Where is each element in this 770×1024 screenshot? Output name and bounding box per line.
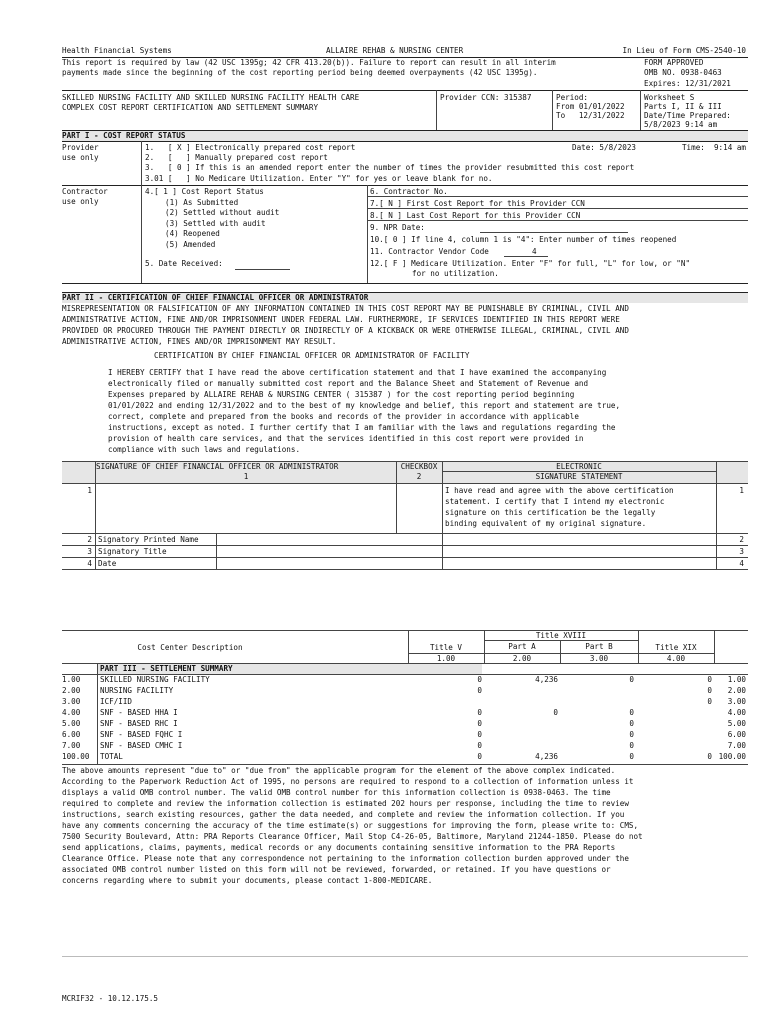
electronic-report-line: 1. [ X ] Electronically prepared cost report: [145, 143, 356, 152]
form-number: In Lieu of Form CMS-2540-10: [622, 46, 746, 55]
no-medicare-line: 3.01 [ ] No Medicare Utilization. Enter "Y" for yes or leave blank for no.: [145, 174, 493, 183]
rule: [62, 630, 748, 631]
part-b-amount: 0: [629, 730, 634, 739]
rule: [62, 956, 748, 957]
signature-statement: I have read and agree with the above certification: [445, 486, 674, 495]
notice-line: instructions, search existing resources, gather the data needed, and complete and review the information collection. If you: [62, 810, 625, 819]
medicare-utilization: 12.[ F ] Medicare Utilization. Enter "F" for full, "L" for low, or "N": [370, 259, 691, 268]
rule: [62, 545, 748, 546]
signature-statement: binding equivalent of my original signature.: [445, 519, 647, 528]
cost-center-name: TOTAL: [100, 752, 123, 761]
notice-line: required to complete and review the information collection is estimated 202 hours per response, including the time to review: [62, 799, 629, 808]
signature-statement: statement. I certify that I intend my electronic: [445, 497, 665, 506]
part3-title: PART III - SETTLEMENT SUMMARY: [100, 664, 233, 673]
certification-text: 01/01/2022 and ending 12/31/2022 and to the best of my knowledge and belief, this report and statement are true,: [108, 401, 621, 410]
provider-use-label: Provider: [62, 143, 99, 152]
electronic-column-header: ELECTRONIC: [556, 462, 602, 471]
divider: [640, 90, 641, 130]
title-xviii-header: Title XVIII: [535, 631, 587, 640]
period-from: From 01/01/2022: [556, 102, 625, 111]
cost-report-status: 4.[ 1 ] Cost Report Status: [145, 187, 264, 196]
prepared-date: Date: 5/8/2023: [572, 143, 637, 152]
status-option: (5) Amended: [165, 240, 216, 249]
title-xix-amount: 0: [707, 752, 712, 761]
signatory-title-label: Signatory Title: [98, 547, 167, 556]
rule: [368, 196, 748, 197]
rule: [62, 533, 748, 534]
legal-notice-line: payments made since the beginning of the cost reporting period being deemed overpayments (42 USC 1395g).: [62, 68, 538, 77]
form-code: MCRIF32 - 10.12.175.5: [62, 994, 159, 1003]
period-label: Period:: [556, 93, 589, 102]
signature-column-header: SIGNATURE OF CHIEF FINANCIAL OFFICER OR ADMINISTRATOR: [96, 462, 339, 471]
rule: [62, 557, 748, 558]
org-name: Health Financial Systems: [62, 46, 172, 55]
certification-text: instructions, except as noted. I further certify that I am familiar with the laws and regulations regarding the: [108, 423, 616, 432]
notice-line: Clearance Office. Please note that any correspondence not pertaining to the information collection burden approved under the: [62, 854, 629, 863]
provider-use-label: use only: [62, 153, 99, 162]
title-v-header: Title V: [429, 643, 462, 652]
title-v-amount: 0: [477, 719, 482, 728]
part-b-amount: 0: [629, 741, 634, 750]
last-cost-report: 8.[ N ] Last Cost Report for this Provider CCN: [370, 211, 581, 220]
notice-line: The above amounts represent "due to" or "due from" the applicable program for the element of the above complex indicated.: [62, 766, 616, 775]
divider: [367, 185, 368, 283]
cost-center-name: SNF - BASED CMHC I: [100, 741, 183, 750]
cost-center-name: SNF - BASED RHC I: [100, 719, 178, 728]
column-number: 4.00: [666, 654, 686, 663]
vendor-code-label: 11. Contractor Vendor Code: [370, 247, 489, 256]
first-cost-report: 7.[ N ] First Cost Report for this Provider CCN: [370, 199, 585, 208]
line-number: 3.00: [62, 697, 81, 706]
line-number: 7.00: [727, 741, 746, 750]
title-xix-amount: 0: [707, 675, 712, 684]
contractor-number: 6. Contractor No.: [370, 187, 448, 196]
divider: [95, 461, 96, 569]
line-number: 4.00: [727, 708, 746, 717]
line-number: 7.00: [62, 741, 81, 750]
divider: [97, 663, 98, 764]
title-xix-header: Title XIX: [655, 643, 697, 652]
rule: [62, 283, 748, 284]
divider: [141, 141, 142, 185]
line-number: 100.00: [62, 752, 90, 761]
title-xix-amount: 0: [707, 686, 712, 695]
omb-number: OMB NO. 0938-0463: [644, 68, 722, 77]
column-number: 2.00: [512, 654, 532, 663]
rule: [62, 569, 748, 570]
rule: [368, 220, 748, 221]
part-b-header: Part B: [585, 642, 613, 651]
rule: [484, 640, 638, 641]
line-number: 2.00: [62, 686, 81, 695]
part-b-amount: 0: [629, 708, 634, 717]
amended-report-line: 3. [ 0 ] If this is an amended report enter the number of times the provider resubmitted this cost report: [145, 163, 635, 172]
certification-text: provision of health care services, and that the services identified in this cost report were provided in: [108, 434, 584, 443]
line-number: 5.00: [727, 719, 746, 728]
certification-text: I HEREBY CERTIFY that I have read the above certification statement and that I have examined the accompanying: [108, 368, 607, 377]
divider: [552, 90, 553, 130]
rule: [442, 471, 716, 472]
status-option: (3) Settled with audit: [165, 219, 266, 228]
row-number: 1: [87, 486, 92, 495]
column-number: 1: [243, 472, 249, 481]
provider-ccn: Provider CCN: 315387: [440, 93, 532, 102]
notice-line: associated OMB control number listed on this form will not be reviewed, forwarded, or retained. If you have questions or: [62, 865, 611, 874]
line-number: 1.00: [62, 675, 81, 684]
title-v-amount: 0: [477, 708, 482, 717]
contractor-use-label: use only: [62, 197, 99, 206]
legal-notice-line: This report is required by law (42 USC 1395g; 42 CFR 413.20(b)). Failure to report can result in all interim: [62, 58, 556, 67]
certification-text: electronically filed or manually submitted cost report and the Balance Sheet and Statement of Revenue and: [108, 379, 589, 388]
cost-center-name: SKILLED NURSING FACILITY: [100, 675, 210, 684]
line-number: 4.00: [62, 708, 81, 717]
divider: [442, 461, 443, 569]
checkbox-column-header: CHECKBOX: [400, 462, 438, 471]
vendor-code-field: [504, 256, 548, 257]
contractor-use-label: Contractor: [62, 187, 108, 196]
prepared-time: Time: 9:14 am: [681, 143, 746, 152]
date-label: Date: [98, 559, 117, 568]
row-number: 2: [87, 535, 92, 544]
title-v-amount: 0: [477, 686, 482, 695]
line-number: 3.00: [727, 697, 746, 706]
worksheet-id: Worksheet S: [644, 93, 695, 102]
line-number: 5.00: [62, 719, 81, 728]
cost-center-name: SNF - BASED HHA I: [100, 708, 178, 717]
row-number: 1: [739, 486, 744, 495]
row-number: 3: [739, 547, 744, 556]
notice-line: concerns regarding where to submit your documents, please contact 1-800-MEDICARE.: [62, 876, 433, 885]
column-number: 2: [416, 472, 422, 481]
report-title: SKILLED NURSING FACILITY AND SKILLED NURSING FACILITY HEALTH CARE: [62, 93, 360, 102]
rule: [368, 208, 748, 209]
divider: [216, 533, 217, 569]
certification-heading: CERTIFICATION BY CHIEF FINANCIAL OFFICER OR ADMINISTRATOR OF FACILITY: [154, 351, 470, 360]
title-v-amount: 0: [477, 752, 482, 761]
medicare-utilization: for no utilization.: [412, 269, 499, 278]
part-a-amount: 0: [553, 708, 558, 717]
rule: [62, 90, 748, 91]
divider: [436, 90, 437, 130]
status-option: (1) As Submitted: [165, 198, 239, 207]
status-option: (2) Settled without audit: [165, 208, 280, 217]
row-number: 4: [739, 559, 744, 568]
rule: [62, 141, 748, 142]
title-xix-amount: 0: [707, 697, 712, 706]
part-b-amount: 0: [629, 675, 634, 684]
certification-text: compliance with such laws and regulations.: [108, 445, 301, 454]
row-number: 2: [739, 535, 744, 544]
rule: [62, 185, 748, 186]
cost-center-name: ICF/IID: [100, 697, 133, 706]
part-b-amount: 0: [629, 719, 634, 728]
row-number: 4: [87, 559, 92, 568]
divider: [396, 461, 397, 533]
electronic-column-header: SIGNATURE STATEMENT: [535, 472, 623, 481]
part-b-amount: 0: [629, 752, 634, 761]
date-prepared: 5/8/2023 9:14 am: [644, 120, 718, 129]
line-number: 6.00: [727, 730, 746, 739]
npr-date-field: [480, 232, 628, 233]
divider: [141, 185, 142, 283]
misrepresentation-text: ADMINISTRATIVE ACTION, FINE AND/OR IMPRISONMENT UNDER FEDERAL LAW. FURTHERMORE, IF SERVICES IDENTIFIED IN THIS REPORT WERE: [62, 315, 620, 324]
line-number: 100.00: [718, 752, 746, 761]
column-number: 3.00: [589, 654, 609, 663]
part-a-amount: 4,236: [535, 752, 558, 761]
notice-line: According to the Paperwork Reduction Act of 1995, no persons are required to respond to a collection of information unless it: [62, 777, 634, 786]
row-number: 3: [87, 547, 92, 556]
cost-center-name: NURSING FACILITY: [100, 686, 174, 695]
certification-text: correct, complete and prepared from the books and records of the provider in accordance with applicable: [108, 412, 579, 421]
manual-report-line: 2. [ ] Manually prepared cost report: [145, 153, 328, 162]
form-approved: FORM APPROVED: [644, 58, 704, 67]
signature-statement: signature on this certification be the legally: [445, 508, 656, 517]
part2-title: PART II - CERTIFICATION OF CHIEF FINANCIAL OFFICER OR ADMINISTRATOR: [62, 293, 748, 303]
npr-date: 9. NPR Date:: [370, 223, 425, 232]
misrepresentation-text: MISREPRESENTATION OR FALSIFICATION OF ANY INFORMATION CONTAINED IN THIS COST REPORT MAY BE PUNISHABLE BY CRIMINAL, CIVIL AND: [62, 304, 629, 313]
misrepresentation-text: ADMINISTRATIVE ACTION, FINES AND/OR IMPRISONMENT MAY RESULT.: [62, 337, 337, 346]
line-number: 2.00: [727, 686, 746, 695]
rule: [62, 483, 748, 484]
title-v-amount: 0: [477, 741, 482, 750]
date-received-label: 5. Date Received:: [145, 259, 223, 268]
column-number: 1.00: [436, 654, 456, 663]
part-a-amount: 4,236: [535, 675, 558, 684]
status-option: (4) Reopened: [165, 229, 220, 238]
divider: [714, 630, 715, 663]
rule: [62, 764, 748, 765]
part-a-header: Part A: [508, 642, 536, 651]
date-received-field: [235, 269, 290, 270]
title-v-amount: 0: [477, 675, 482, 684]
date-prepared-label: Date/Time Prepared:: [644, 111, 731, 120]
part1-title: PART I - COST REPORT STATUS: [62, 131, 748, 141]
notice-line: 7500 Security Boulevard, Attn: PRA Reports Clearance Officer, Mail Stop C4-26-05, Baltimore, Maryland 21244-1850. Please do not: [62, 832, 643, 841]
facility-name: ALLAIRE REHAB & NURSING CENTER: [326, 46, 464, 55]
worksheet-parts: Parts I, II & III: [644, 102, 722, 111]
line-number: 1.00: [727, 675, 746, 684]
notice-line: have any comments concerning the accuracy of the time estimate(s) or suggestions for improving the form, please write to: CMS,: [62, 821, 639, 830]
notice-line: displays a valid OMB control number. The valid OMB control number for this information collection is 0938-0463. The time: [62, 788, 611, 797]
misrepresentation-text: PROVIDED OR PROCURED THROUGH THE PAYMENT DIRECTLY OR INDIRECTLY OF A KICKBACK OR WERE OTHERWISE ILLEGAL, CRIMINAL, CIVIL AND: [62, 326, 629, 335]
certification-text: Expenses prepared by ALLAIRE REHAB & NURSING CENTER ( 315387 ) for the cost reporting period beginning: [108, 390, 575, 399]
expiration-date: Expires: 12/31/2021: [644, 79, 731, 88]
vendor-code-value: 4: [532, 247, 537, 256]
cost-center-name: SNF - BASED FQHC I: [100, 730, 183, 739]
notice-line: send applications, claims, payments, medical records or any documents containing sensitive information to the PRA Reports: [62, 843, 616, 852]
report-title: COMPLEX COST REPORT CERTIFICATION AND SETTLEMENT SUMMARY: [62, 103, 319, 112]
times-reopened: 10.[ 0 ] If line 4, column 1 is "4": Enter number of times reopened: [370, 235, 677, 244]
signatory-name-label: Signatory Printed Name: [98, 535, 199, 544]
line-number: 6.00: [62, 730, 81, 739]
cost-center-header: Cost Center Description: [137, 643, 243, 652]
title-v-amount: 0: [477, 730, 482, 739]
period-to: To 12/31/2022: [556, 111, 625, 120]
